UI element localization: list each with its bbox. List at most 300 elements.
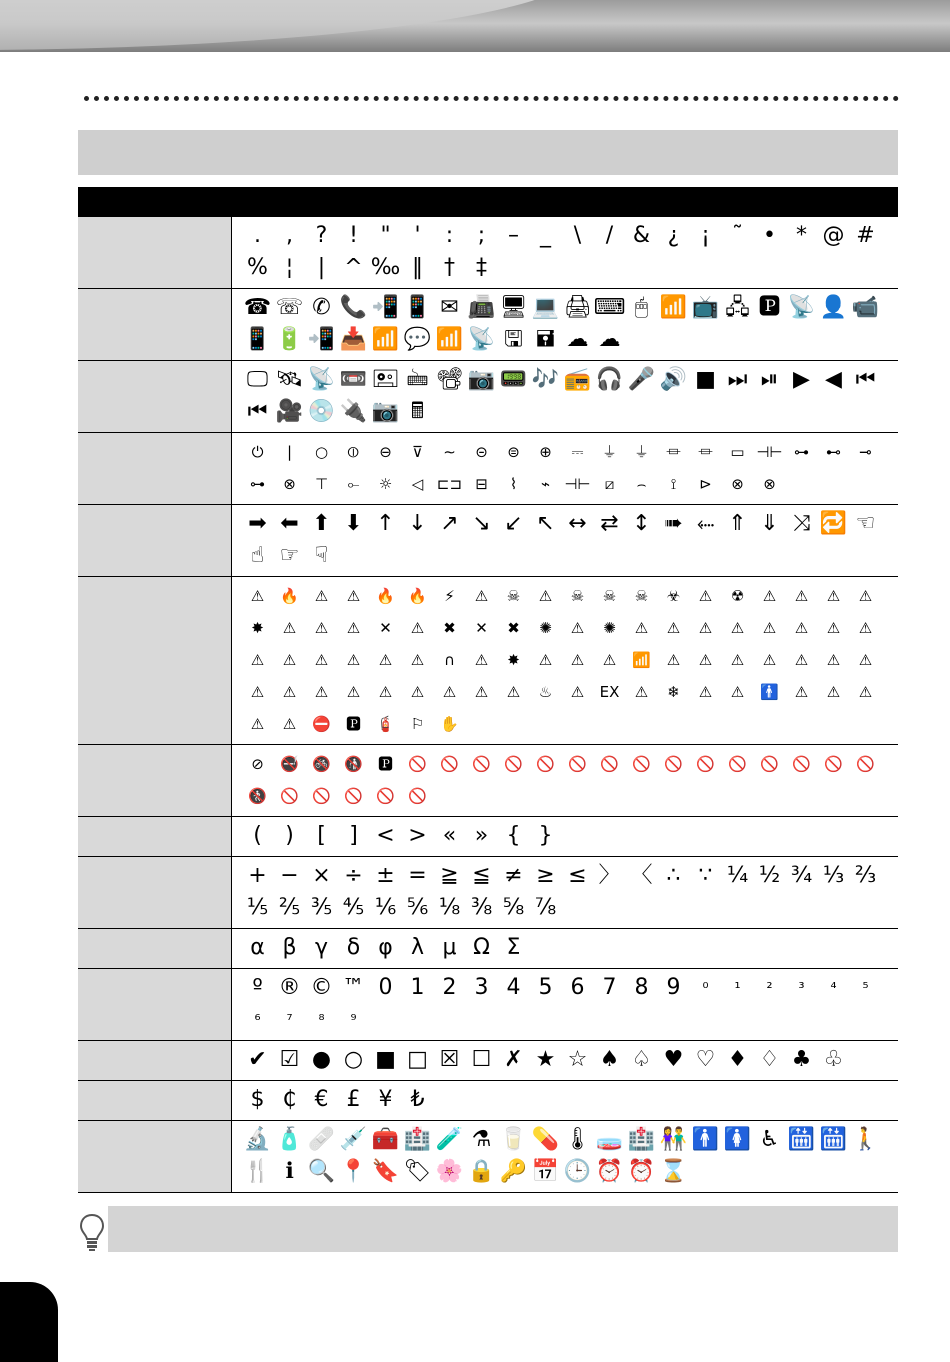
symbol-glyph: " bbox=[380, 223, 391, 248]
symbol-glyph: 🧰 bbox=[371, 1127, 400, 1152]
symbol-glyph: ⏛ bbox=[665, 443, 681, 461]
symbol-glyph: ⚠ bbox=[826, 619, 841, 637]
symbol-glyph: ₺ bbox=[410, 1087, 425, 1112]
symbol-glyph: ⚠ bbox=[698, 683, 713, 701]
symbol-glyph: 🖬 bbox=[536, 327, 555, 352]
symbol-glyph: − bbox=[280, 863, 299, 888]
symbol-glyph: ◀ bbox=[825, 367, 842, 392]
symbol-glyph: ⇄ bbox=[600, 511, 619, 536]
symbol-glyph: : bbox=[445, 223, 454, 248]
symbol-glyph: * bbox=[796, 223, 807, 248]
symbol-glyph: 👫 bbox=[659, 1127, 688, 1152]
symbol-glyph: 9 bbox=[666, 975, 681, 1000]
symbol-glyph: ☠ bbox=[506, 587, 521, 605]
symbol-glyph: ❄ bbox=[667, 683, 680, 701]
symbol-glyph: ≥ bbox=[536, 863, 555, 888]
symbol-glyph: 🚫 bbox=[632, 755, 651, 773]
symbol-glyph: ⚠ bbox=[378, 683, 393, 701]
symbol-glyph: ♥ bbox=[663, 1047, 684, 1072]
symbol-glyph: 6 bbox=[570, 975, 585, 1000]
symbol-cell-av bbox=[231, 361, 898, 433]
symbol-glyph: 🚹 bbox=[691, 1127, 720, 1152]
table-row bbox=[78, 433, 898, 505]
symbol-glyph: 🚫 bbox=[408, 787, 427, 805]
symbol-glyph: 🚶 bbox=[851, 1127, 880, 1152]
table-row bbox=[78, 745, 898, 817]
symbol-glyph: 🩹 bbox=[307, 1127, 336, 1152]
header-swoosh bbox=[0, 0, 580, 50]
symbol-glyph: ⚠ bbox=[794, 587, 809, 605]
symbol-glyph: ⚠ bbox=[410, 651, 425, 669]
symbol-glyph: 📱 bbox=[403, 295, 432, 320]
symbol-glyph: 💉 bbox=[339, 1127, 368, 1152]
symbol-glyph: ⚠ bbox=[346, 651, 361, 669]
symbol-glyph: ⧄ bbox=[604, 475, 615, 493]
symbol-glyph: 7 bbox=[602, 975, 617, 1000]
symbol-glyph: ■ bbox=[375, 1047, 396, 1072]
symbol-glyph: 🏷 bbox=[403, 1159, 432, 1184]
symbol-glyph: 🖮 bbox=[406, 367, 429, 392]
symbol-glyph: ⏮ bbox=[855, 367, 876, 392]
symbol-glyph: ⊣⊢ bbox=[564, 475, 591, 493]
symbol-glyph: £ bbox=[346, 1087, 361, 1112]
symbol-glyph: 📡 bbox=[787, 295, 816, 320]
symbol-glyph: ∩ bbox=[444, 651, 455, 669]
symbol-glyph: 📟 bbox=[499, 367, 528, 392]
symbol-glyph: } bbox=[538, 823, 553, 848]
symbol-glyph: γ bbox=[314, 935, 329, 960]
symbol-cell-currency bbox=[231, 1081, 898, 1121]
symbol-glyph: ☏ bbox=[275, 295, 304, 320]
symbol-glyph: ☐ bbox=[471, 1047, 492, 1072]
symbol-glyph: 💊 bbox=[531, 1127, 560, 1152]
symbol-glyph: # bbox=[856, 223, 875, 248]
symbol-glyph: ↑ bbox=[376, 511, 395, 536]
symbol-glyph: ⚠ bbox=[346, 587, 361, 605]
symbol-glyph: ⚠ bbox=[698, 587, 713, 605]
category-cell bbox=[78, 1121, 231, 1193]
symbol-glyph: 🥛 bbox=[499, 1127, 528, 1152]
symbol-glyph: 🎧 bbox=[595, 367, 624, 392]
symbol-glyph: ⚠ bbox=[730, 683, 745, 701]
symbol-glyph: ⟟ bbox=[670, 475, 677, 493]
symbol-glyph: 🅿 bbox=[758, 295, 781, 320]
symbol-glyph: ✺ bbox=[603, 619, 616, 637]
symbol-glyph: 🌡 bbox=[563, 1127, 592, 1152]
tip-bar bbox=[108, 1206, 898, 1252]
symbol-glyph: ♿ bbox=[759, 1127, 780, 1152]
symbol-glyph: 🚫 bbox=[280, 787, 299, 805]
table-row bbox=[78, 361, 898, 433]
symbol-glyph: ⚠ bbox=[346, 619, 361, 637]
category-cell bbox=[78, 1041, 231, 1081]
symbol-glyph: 💬 bbox=[403, 327, 432, 352]
symbol-glyph: ☼ bbox=[378, 475, 393, 493]
symbol-glyph: , bbox=[286, 223, 293, 248]
symbol-glyph: ⚠ bbox=[634, 683, 649, 701]
symbol-glyph: ∼ bbox=[443, 443, 456, 461]
symbol-glyph: ≤ bbox=[568, 863, 587, 888]
symbol-glyph: 🎤 bbox=[627, 367, 656, 392]
symbol-glyph: ⅘ bbox=[342, 895, 365, 920]
symbol-glyph: 📶 bbox=[632, 651, 651, 669]
symbol-glyph: φ bbox=[378, 935, 393, 960]
symbol-glyph: 🌸 bbox=[435, 1159, 464, 1184]
symbol-glyph: ⚠ bbox=[826, 587, 841, 605]
symbol-glyph: ⅙ bbox=[374, 895, 397, 920]
symbol-glyph: ; bbox=[477, 223, 486, 248]
symbol-glyph: ⏚ bbox=[601, 443, 617, 461]
symbol-glyph: ⊗ bbox=[731, 475, 744, 493]
symbol-glyph: α bbox=[250, 935, 265, 960]
symbol-glyph: ● bbox=[311, 1047, 332, 1072]
symbol-glyph: 🖥 bbox=[499, 295, 528, 320]
symbol-glyph: 📺 bbox=[691, 295, 720, 320]
symbol-glyph: ⤨ bbox=[792, 511, 811, 536]
symbol-glyph: ☠ bbox=[570, 587, 585, 605]
symbol-glyph: ⚠ bbox=[282, 683, 297, 701]
symbol-glyph: 🖫 bbox=[504, 327, 523, 352]
symbol-glyph: ⊣⊢ bbox=[756, 443, 783, 461]
symbol-glyph: 📲 bbox=[307, 327, 336, 352]
symbol-glyph: ⚠ bbox=[250, 587, 265, 605]
symbol-glyph: 📻 bbox=[563, 367, 592, 392]
symbol-glyph: 🔬 bbox=[243, 1127, 272, 1152]
symbol-glyph: 🚫 bbox=[664, 755, 683, 773]
symbol-glyph: ¿ bbox=[667, 223, 680, 248]
symbol-glyph: • bbox=[763, 223, 776, 248]
symbol-glyph: ⌛ bbox=[659, 1159, 688, 1184]
symbol-glyph: ⁸ bbox=[318, 1011, 325, 1029]
symbol-glyph: ○ bbox=[314, 443, 329, 461]
symbol-glyph: 🍴 bbox=[243, 1159, 272, 1184]
symbol-glyph: ‰ bbox=[370, 255, 401, 280]
symbol-glyph: ² bbox=[766, 979, 773, 997]
symbol-glyph: ⏭ bbox=[727, 367, 748, 392]
symbol-glyph: ⚠ bbox=[474, 651, 489, 669]
symbol-glyph: 🏥 bbox=[403, 1127, 432, 1152]
symbol-glyph: 1 bbox=[410, 975, 425, 1000]
symbol-glyph: ⊟ bbox=[475, 475, 488, 493]
symbol-glyph: ⚐ bbox=[410, 715, 425, 733]
symbol-glyph: ₵ bbox=[282, 1087, 297, 1112]
symbol-glyph: ÷ bbox=[344, 863, 363, 888]
symbol-glyph: ✕ bbox=[379, 619, 392, 637]
symbol-glyph: ⬇ bbox=[344, 511, 363, 536]
symbol-glyph: 🔥 bbox=[408, 587, 427, 605]
symbol-glyph: 📍 bbox=[339, 1159, 368, 1184]
symbol-glyph: Σ bbox=[506, 935, 521, 960]
symbol-glyph: ⚠ bbox=[346, 683, 361, 701]
symbol-glyph: ☑ bbox=[279, 1047, 300, 1072]
symbol-glyph: ⚠ bbox=[570, 651, 585, 669]
symbol-glyph: 👤 bbox=[819, 295, 848, 320]
symbol-glyph: ♨ bbox=[538, 683, 553, 701]
symbol-glyph: ⌢ bbox=[636, 475, 647, 493]
symbol-glyph: 🔌 bbox=[339, 399, 368, 424]
symbol-cell-prohibition bbox=[231, 745, 898, 817]
symbol-glyph: ♣ bbox=[791, 1047, 812, 1072]
symbol-glyph: ↔ bbox=[568, 511, 587, 536]
symbol-glyph: % bbox=[247, 255, 268, 280]
symbol-glyph: × bbox=[312, 863, 331, 888]
symbol-cell-bullets bbox=[231, 1041, 898, 1081]
symbol-cell-superscript bbox=[231, 969, 898, 1041]
symbol-glyph: ⎓ bbox=[571, 443, 584, 461]
symbol-glyph: ⚠ bbox=[538, 587, 553, 605]
symbol-glyph: 🚫 bbox=[376, 787, 395, 805]
symbol-glyph: ☆ bbox=[567, 1047, 588, 1072]
symbol-glyph: 📡 bbox=[307, 367, 336, 392]
symbol-glyph: 🔒 bbox=[467, 1159, 496, 1184]
symbol-glyph: ⚠ bbox=[858, 587, 873, 605]
symbol-glyph: 🚫 bbox=[728, 755, 747, 773]
table-row bbox=[78, 577, 898, 745]
table-row bbox=[78, 857, 898, 929]
symbol-glyph: ☢ bbox=[730, 587, 745, 605]
symbol-glyph: 🔥 bbox=[280, 587, 299, 605]
symbol-glyph: 🖧 bbox=[725, 295, 750, 320]
symbol-glyph: ☝ bbox=[250, 543, 265, 568]
symbol-glyph: 🚫 bbox=[504, 755, 523, 773]
symbol-glyph: ➠ bbox=[664, 511, 683, 536]
dotted-rule bbox=[84, 96, 899, 101]
symbol-glyph: ⊤ bbox=[314, 475, 329, 493]
symbol-glyph: ¡ bbox=[701, 223, 710, 248]
symbol-glyph: ⊶ bbox=[250, 475, 265, 493]
symbol-glyph: ⅞ bbox=[534, 895, 557, 920]
symbol-glyph: 🎶 bbox=[531, 367, 560, 392]
symbol-glyph: ⊶ bbox=[794, 443, 809, 461]
symbol-glyph: ] bbox=[349, 823, 358, 848]
symbol-glyph: ℹ bbox=[285, 1159, 294, 1184]
category-cell bbox=[78, 433, 231, 505]
symbol-glyph: 🚫 bbox=[344, 787, 363, 805]
symbol-glyph: & bbox=[632, 223, 651, 248]
symbol-glyph: ⚠ bbox=[666, 619, 681, 637]
category-cell bbox=[78, 217, 231, 289]
symbol-glyph: ⏮ bbox=[247, 399, 268, 424]
symbol-glyph: ⚠ bbox=[730, 619, 745, 637]
symbol-glyph: ⊗ bbox=[283, 475, 296, 493]
symbol-glyph: 🚯 bbox=[344, 755, 363, 773]
symbol-glyph: 🚫 bbox=[792, 755, 811, 773]
symbol-glyph: [ bbox=[317, 823, 326, 848]
symbol-glyph: ⇑ bbox=[728, 511, 747, 536]
symbol-glyph: 🔑 bbox=[499, 1159, 528, 1184]
symbol-glyph: ⅗ bbox=[310, 895, 333, 920]
symbol-glyph: 📶 bbox=[435, 327, 464, 352]
symbol-glyph: > bbox=[408, 823, 427, 848]
symbol-glyph: ⚠ bbox=[602, 651, 617, 669]
symbol-glyph: 🔍 bbox=[307, 1159, 336, 1184]
symbol-glyph: ⚠ bbox=[794, 619, 809, 637]
symbol-glyph: ⚠ bbox=[314, 619, 329, 637]
symbol-glyph: ✆ bbox=[312, 295, 331, 320]
symbol-glyph: ⅝ bbox=[502, 895, 525, 920]
symbol-glyph: ⚠ bbox=[250, 683, 265, 701]
category-cell bbox=[78, 361, 231, 433]
symbol-glyph: ± bbox=[376, 863, 395, 888]
symbol-glyph: ⚠ bbox=[474, 683, 489, 701]
symbol-glyph: 🚫 bbox=[536, 755, 555, 773]
table-row bbox=[78, 929, 898, 969]
symbol-glyph: » bbox=[474, 823, 489, 848]
symbol-table bbox=[78, 187, 898, 1193]
symbol-glyph: 4 bbox=[506, 975, 521, 1000]
symbol-glyph: 🧯 bbox=[376, 715, 395, 733]
symbol-glyph: μ bbox=[442, 935, 457, 960]
symbol-glyph: ⚠ bbox=[570, 683, 585, 701]
symbol-glyph: ‡ bbox=[476, 255, 487, 280]
symbol-glyph: ♧ bbox=[823, 1047, 844, 1072]
symbol-glyph: 📅 bbox=[531, 1159, 560, 1184]
symbol-glyph: 〉 bbox=[598, 863, 621, 888]
category-cell bbox=[78, 289, 231, 361]
symbol-glyph: º bbox=[252, 975, 263, 1000]
symbol-glyph: $ bbox=[250, 1087, 265, 1112]
symbol-glyph: ◁ bbox=[411, 475, 424, 493]
symbol-glyph: ∴ bbox=[666, 863, 681, 888]
symbol-glyph: ⁶ bbox=[254, 1011, 261, 1029]
symbol-glyph: ⁴ bbox=[830, 979, 837, 997]
symbol-glyph: 🚫 bbox=[696, 755, 715, 773]
symbol-glyph: 🧴 bbox=[275, 1127, 304, 1152]
symbol-glyph: + bbox=[248, 863, 267, 888]
symbol-glyph: ⚠ bbox=[250, 715, 265, 733]
symbol-glyph: ⬆ bbox=[312, 511, 331, 536]
symbol-glyph: 🚷 bbox=[248, 787, 267, 805]
symbol-glyph: ⚠ bbox=[410, 683, 425, 701]
symbol-glyph: ⚡ bbox=[444, 587, 455, 605]
symbol-glyph: © bbox=[310, 975, 333, 1000]
symbol-glyph: ♢ bbox=[759, 1047, 780, 1072]
symbol-glyph: ⚠ bbox=[474, 587, 489, 605]
symbol-glyph: ™ bbox=[342, 975, 365, 1000]
symbol-glyph: 📶 bbox=[659, 295, 688, 320]
symbol-glyph: ⚠ bbox=[634, 619, 649, 637]
symbol-glyph: ↗ bbox=[440, 511, 459, 536]
symbol-glyph: 🧫 bbox=[595, 1127, 624, 1152]
symbol-glyph: 0 bbox=[378, 975, 393, 1000]
symbol-cell-greek bbox=[231, 929, 898, 969]
symbol-glyph: ⅚ bbox=[406, 895, 429, 920]
symbol-glyph: 🛗 bbox=[787, 1127, 816, 1152]
symbol-glyph: ½ bbox=[758, 863, 781, 888]
symbol-glyph: ⁰ bbox=[702, 979, 709, 997]
symbol-glyph: ⦶ bbox=[348, 443, 359, 461]
category-cell bbox=[78, 1081, 231, 1121]
symbol-glyph: ⅔ bbox=[854, 863, 877, 888]
symbol-glyph: 📠 bbox=[467, 295, 496, 320]
symbol-glyph: ⚠ bbox=[794, 651, 809, 669]
symbol-glyph: ✕ bbox=[475, 619, 488, 637]
symbol-glyph: ✖ bbox=[443, 619, 456, 637]
symbol-glyph: ˜ bbox=[732, 223, 743, 248]
symbol-glyph: 🚫 bbox=[312, 787, 331, 805]
symbol-glyph: ⅖ bbox=[278, 895, 301, 920]
symbol-glyph: 🚫 bbox=[760, 755, 779, 773]
symbol-glyph: ☎ bbox=[243, 295, 272, 320]
symbol-glyph: 🧪 bbox=[435, 1127, 464, 1152]
symbol-glyph: / bbox=[605, 223, 614, 248]
symbol-glyph: ☟ bbox=[314, 543, 329, 568]
symbol-glyph: ↙ bbox=[504, 511, 523, 536]
category-cell bbox=[78, 929, 231, 969]
table-header-row bbox=[78, 187, 898, 217]
symbol-glyph: ☁ bbox=[566, 327, 589, 352]
symbol-glyph: ⚠ bbox=[666, 651, 681, 669]
symbol-glyph: ⚠ bbox=[698, 619, 713, 637]
symbol-glyph: ▶ bbox=[793, 367, 810, 392]
symbol-glyph: 🖩 bbox=[410, 399, 425, 424]
symbol-glyph: ✸ bbox=[251, 619, 264, 637]
symbol-cell-brackets bbox=[231, 817, 898, 857]
symbol-glyph: ∵ bbox=[698, 863, 713, 888]
symbol-glyph: < bbox=[376, 823, 395, 848]
symbol-glyph: ⁷ bbox=[286, 1011, 293, 1029]
symbol-glyph: ☣ bbox=[666, 587, 681, 605]
symbol-glyph: ¼ bbox=[726, 863, 749, 888]
symbol-glyph: ⏯ bbox=[760, 367, 779, 392]
symbol-glyph: 2 bbox=[442, 975, 457, 1000]
symbol-glyph: ⚠ bbox=[858, 619, 873, 637]
symbol-glyph: ¦ bbox=[285, 255, 294, 280]
symbol-glyph: ✖ bbox=[507, 619, 520, 637]
symbol-cell-arrows bbox=[231, 505, 898, 577]
symbol-glyph: ☠ bbox=[634, 587, 649, 605]
symbol-glyph: ¾ bbox=[790, 863, 813, 888]
symbol-glyph: ⬸ bbox=[696, 511, 715, 536]
symbol-glyph: ⊳ bbox=[699, 475, 712, 493]
symbol-glyph: ⟜ bbox=[347, 475, 360, 493]
symbol-glyph: ⊗ bbox=[763, 475, 776, 493]
symbol-cell-electrical bbox=[231, 433, 898, 505]
symbol-glyph: 📶 bbox=[371, 327, 400, 352]
symbol-glyph: ⚠ bbox=[314, 587, 329, 605]
symbol-glyph: 🚫 bbox=[824, 755, 843, 773]
symbol-glyph: 🖱 bbox=[634, 295, 649, 320]
symbol-glyph: 📹 bbox=[851, 295, 880, 320]
symbol-glyph: 🎥 bbox=[275, 399, 304, 424]
symbol-glyph: ≧ bbox=[440, 863, 459, 888]
symbol-glyph: ⚠ bbox=[282, 715, 297, 733]
symbol-glyph: 📱 bbox=[243, 327, 272, 352]
symbol-glyph: ☠ bbox=[602, 587, 617, 605]
symbol-glyph: ⊝ bbox=[475, 443, 488, 461]
symbol-glyph: = bbox=[408, 863, 427, 888]
symbol-glyph: 5 bbox=[538, 975, 553, 1000]
symbol-glyph: ^ bbox=[344, 255, 363, 280]
symbol-glyph: ⌨ bbox=[593, 295, 626, 320]
symbol-glyph: ✉ bbox=[440, 295, 459, 320]
symbol-glyph: ⚠ bbox=[538, 651, 553, 669]
symbol-glyph: ⛔ bbox=[312, 715, 331, 733]
symbol-glyph: ⚠ bbox=[282, 651, 297, 669]
symbol-glyph: ⊸ bbox=[859, 443, 872, 461]
symbol-glyph: 🛰 bbox=[275, 367, 304, 392]
symbol-glyph: ⚠ bbox=[250, 651, 265, 669]
symbol-glyph: ✸ bbox=[507, 651, 520, 669]
symbol-glyph: ⚗ bbox=[471, 1127, 492, 1152]
symbol-glyph: ⏻ bbox=[251, 443, 264, 461]
symbol-glyph: ⌁ bbox=[540, 475, 551, 493]
symbol-glyph: 🚫 bbox=[856, 755, 875, 773]
symbol-glyph: _ bbox=[540, 223, 551, 248]
symbol-glyph: ⊜ bbox=[507, 443, 520, 461]
symbol-glyph: ⊷ bbox=[826, 443, 841, 461]
symbol-glyph: ? bbox=[315, 223, 328, 248]
